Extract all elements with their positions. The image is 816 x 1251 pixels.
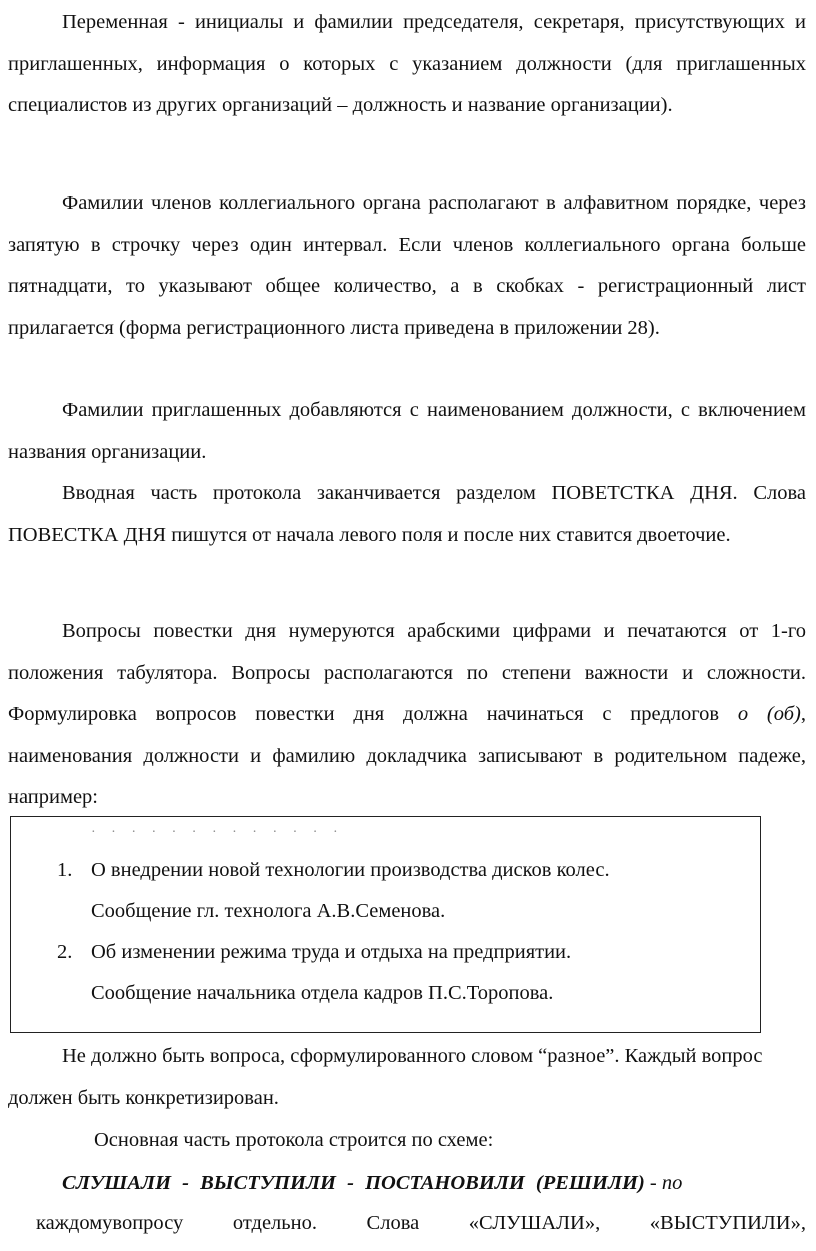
item-number: 2. <box>57 941 73 963</box>
paragraph-text: , наименования должности и фамилию докладчика записывают в родительном падеже, например: <box>8 703 806 808</box>
item-number: 1. <box>57 859 73 881</box>
item-text: Об изменении режима труда и отдыха на предприятии. <box>91 941 572 963</box>
paragraph-invited: Фамилии приглашенных добавляются с наименованием должности, с включением названия организации. <box>8 399 806 463</box>
dotted-leader: · · · · · · · · · · · · · <box>91 825 344 840</box>
scheme-suffix: - по <box>644 1172 683 1194</box>
agenda-item-1 <box>57 850 610 891</box>
scheme-keywords: СЛУШАЛИ - ВЫСТУПИЛИ - ПОСТАНОВИЛИ (РЕШИЛИ) <box>62 1172 645 1194</box>
paragraph-last-line: каждомувопросу отдельно. Слова «СЛУШАЛИ», «ВЫСТУПИЛИ», <box>36 1212 806 1234</box>
example-agenda-box <box>10 816 761 1033</box>
paragraph-main-part: Основная часть протокола строится по схеме: <box>94 1129 494 1151</box>
paragraph-no-misc: Не должно быть вопроса, сформулированного словом “разное”. Каждый вопрос должен быть конкретизирован. <box>8 1045 763 1109</box>
paragraph-members-order: Фамилии членов коллегиального органа располагают в алфавитном порядке, через запятую в строчку через один интервал. Если членов коллегиального органа больше пятнадцати, то указывают общее количество, а в скобках - регистрационный лист прилагается (форма регистрационного листа приведена в приложении 28). <box>8 192 806 339</box>
paragraph-text: Вопросы повестки дня нумеруются арабскими цифрами и печатаются от 1-го положения табулятора. Вопросы располагаются по степени важности и сложности. Формулировка вопросов повестки дня должна начинаться с предлогов <box>8 620 806 725</box>
paragraph-agenda-intro: Вводная часть протокола заканчивается разделом ПОВЕТСТКА ДНЯ. Слова ПОВЕСТКА ДНЯ пишутся от начала левого поля и после них ставится двоеточие. <box>8 482 806 546</box>
italic-prepositions: о (об) <box>737 703 801 725</box>
paragraph-agenda-questions <box>8 611 806 819</box>
scheme-line <box>8 1163 788 1205</box>
agenda-item-2-speaker: Сообщение начальника отдела кадров П.С.Торопова. <box>91 982 554 1004</box>
item-text: О внедрении новой технологии производства дисков колес. <box>91 859 610 881</box>
paragraph-variable-part: Переменная - инициалы и фамилии председателя, секретаря, присутствующих и приглашенных, информация о которых с указанием должности (для приглашенных специалистов из других организаций – должность и название организации). <box>8 11 806 116</box>
agenda-item-1-speaker: Сообщение гл. технолога А.В.Семенова. <box>91 900 446 922</box>
agenda-item-2 <box>57 932 571 973</box>
